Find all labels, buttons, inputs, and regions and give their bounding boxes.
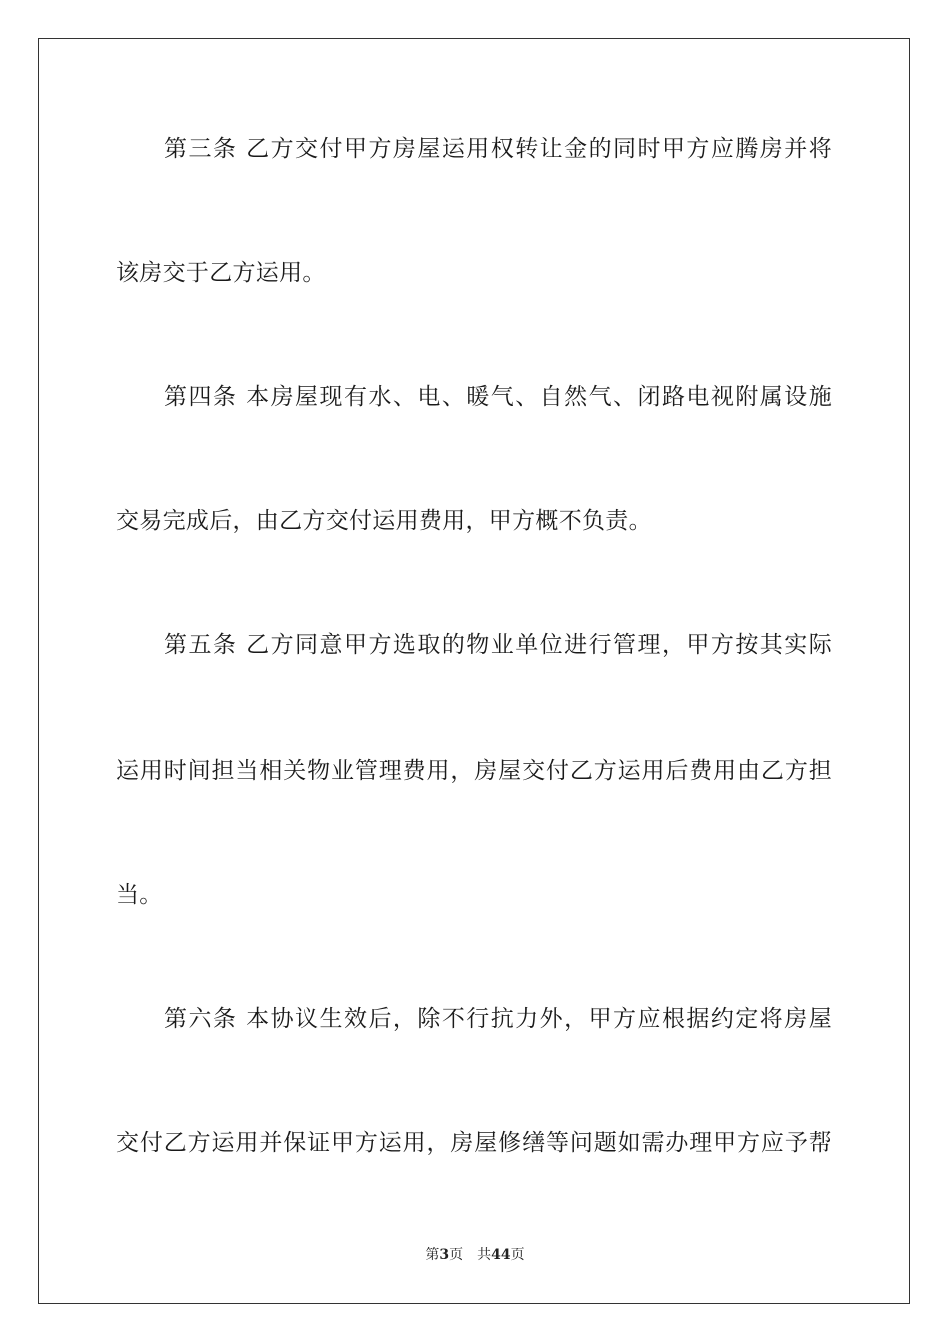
paragraph-3-line-1: 第三条 乙方交付甲方房屋运用权转让金的同时甲方应腾房并将 [164, 136, 832, 162]
footer-prefix: 第 [425, 1247, 440, 1263]
paragraph-3-line-2: 该房交于乙方运用。 [116, 260, 326, 286]
footer-mid: 页 共 [449, 1247, 492, 1263]
paragraph-5-line-2: 运用时间担当相关物业管理费用，房屋交付乙方运用后费用由乙方担 [116, 758, 832, 784]
paragraph-5-line-1: 第五条 乙方同意甲方选取的物业单位进行管理，甲方按其实际 [164, 632, 832, 658]
total-page-count: 44 [491, 1247, 511, 1263]
paragraph-5-line-3: 当。 [116, 882, 163, 908]
current-page-number: 3 [439, 1247, 450, 1263]
paragraph-4-line-2: 交易完成后，由乙方交付运用费用，甲方概不负责。 [116, 508, 652, 534]
paragraph-6-line-2: 交付乙方运用并保证甲方运用，房屋修缮等问题如需办理甲方应予帮 [116, 1130, 832, 1156]
page-border [38, 38, 910, 1304]
paragraph-4-line-1: 第四条 本房屋现有水、电、暖气、自然气、闭路电视附属设施 [164, 384, 832, 410]
page-footer [0, 1246, 950, 1264]
footer-suffix: 页 [510, 1247, 525, 1263]
paragraph-6-line-1: 第六条 本协议生效后，除不行抗力外，甲方应根据约定将房屋 [164, 1006, 832, 1032]
